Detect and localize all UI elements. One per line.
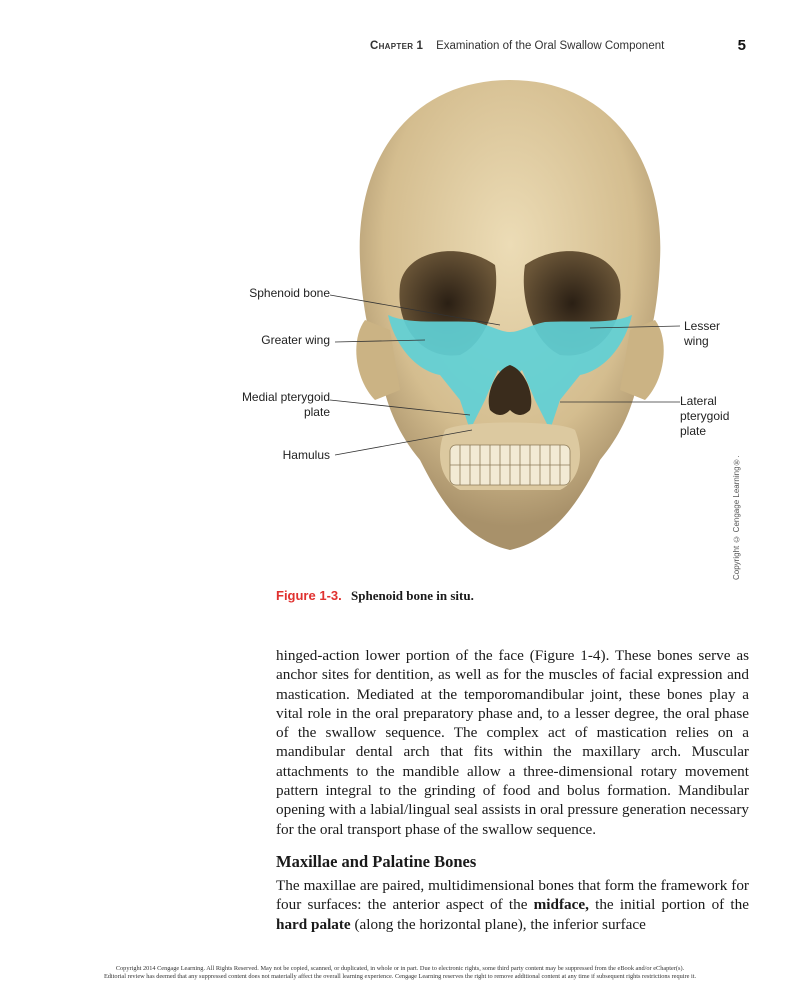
- body-paragraph-1: hinged-action lower portion of the face (Figure 1-4). These bones serve as anchor sites for dentition, as well as for the muscles of facial expression and mastication. Mediated at the temporomandibular joint, these bones play a vital role in the oral preparatory phase and, to a lesser degree, the oral phase of the swallow sequence. The complex act of mastication relies on a mandibular dental arch that fits within the maxillary arch. Muscular attachments to the mandible allow a three-dimensional rotary movement pattern integral to the grinding of food and bolus formation. Mandibular opening with a labial/lingual seal assists in oral pressure generation necessary for the oral transport phase of the swallow sequence.: [276, 647, 749, 838]
- chapter-number: 1: [416, 40, 423, 52]
- label-medial-pterygoid-plate: Medial pterygoid plate: [241, 390, 330, 419]
- label-sphenoid-bone: Sphenoid bone: [249, 286, 330, 300]
- label-hamulus: Hamulus: [282, 448, 330, 462]
- para2-text-2: the initial portion of the: [588, 896, 749, 914]
- chapter-title: Examination of the Oral Swallow Component: [436, 40, 665, 52]
- caption-number: Figure 1-3.: [276, 588, 342, 603]
- label-lateral-pterygoid-plate: Lateral pterygoid plate: [680, 394, 730, 438]
- term-hard-palate: hard palate: [276, 915, 351, 933]
- label-greater-wing: Greater wing: [261, 333, 330, 347]
- running-head: [370, 37, 750, 54]
- page-number: 5: [737, 37, 746, 54]
- copyright-footer: [20, 965, 780, 981]
- label-lesser-wing: Lesser wing: [684, 319, 721, 348]
- section-heading: Maxillae and Palatine Bones: [276, 852, 477, 871]
- footer-line-1: Copyright 2014 Cengage Learning. All Rights Reserved. May not be copied, scanned, or duplicated, in whole or in part. Due to electronic rights, some third party content may be suppressed from the eBook and/or eChapter(s).: [115, 965, 685, 972]
- footer-line-2: Editorial review has deemed that any suppressed content does not materially affect the overall learning experience. Cengage Learning reserves the right to remove additional content at any time if subsequent rights restrictions require it.: [103, 973, 697, 980]
- chapter-word: Chapter: [370, 40, 414, 52]
- caption-text: Sphenoid bone in situ.: [351, 588, 474, 603]
- para2-text-1: The maxillae are paired, multidimensional bones that form the framework for four surfaces: the anterior aspect of the: [276, 877, 749, 914]
- term-midface: midface,: [533, 896, 589, 914]
- skull-figure: [241, 70, 760, 590]
- para2-text-3: (along the horizontal plane), the inferior surface: [350, 915, 646, 933]
- image-credit: Copyright © Cengage Learning®.: [732, 455, 741, 580]
- body-paragraph-2: [276, 876, 749, 934]
- figure-caption: [276, 588, 746, 604]
